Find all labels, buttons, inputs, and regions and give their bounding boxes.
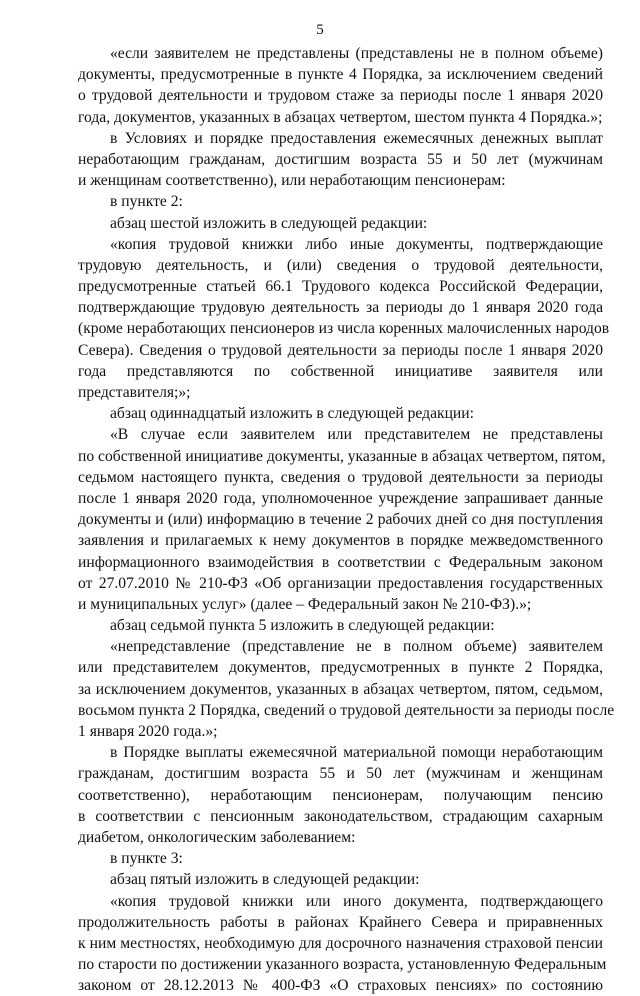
- text-line: по собственной инициативе документы, указанные в абзацах четвертом, пятом,: [78, 446, 603, 467]
- text-line: 1 января 2020 года.»;: [78, 721, 603, 742]
- text-line: Севера). Сведения о трудовой деятельности за периоды после 1 января 2020: [78, 340, 603, 361]
- paragraph: [78, 403, 603, 424]
- text-line: документы, предусмотренные в пункте 4 Порядка, за исключением сведений: [78, 64, 603, 85]
- text-line: «непредставление (представление не в полном объеме) заявителем: [78, 636, 603, 657]
- text-line: в Порядке выплаты ежемесячной материальной помощи неработающим: [78, 742, 603, 763]
- text-line: за исключением документов, указанных в абзацах четвертом, пятом, седьмом,: [78, 679, 603, 700]
- page-number: 5: [0, 22, 640, 39]
- text-line: предусмотренные статьей 66.1 Трудового кодекса Российской Федерации,: [78, 276, 603, 297]
- text-line: или представителем документов, предусмотренных в пункте 2 Порядка,: [78, 657, 603, 678]
- text-line: заявления и прилагаемых к нему документов в порядке межведомственного: [78, 530, 603, 551]
- text-line: в пункте 2:: [78, 191, 603, 212]
- text-line: абзац пятый изложить в следующей редакции:: [78, 869, 603, 890]
- paragraph: [78, 848, 603, 869]
- text-line: в соответствии с пенсионным законодательством, страдающим сахарным: [78, 806, 603, 827]
- text-line: к ним местностях, необходимую для досрочного назначения страховой пенсии: [78, 933, 603, 954]
- text-line: по старости по достижении указанного возраста, установленную Федеральным: [78, 954, 603, 975]
- text-line: соответственно), неработающим пенсионерам, получающим пенсию: [78, 785, 603, 806]
- text-line: документы и (или) информацию в течение 2 рабочих дней со дня поступления: [78, 509, 603, 530]
- text-line: представителя;»;: [78, 382, 603, 403]
- paragraph: [78, 636, 603, 742]
- text-line: и муниципальных услуг» (далее – Федеральный закон № 210-ФЗ).»;: [78, 594, 603, 615]
- text-line: и женщинам соответственно), или неработающим пенсионерам:: [78, 170, 603, 191]
- paragraph: [78, 891, 603, 996]
- text-line: седьмом настоящего пункта, сведения о трудовой деятельности за периоды: [78, 467, 603, 488]
- document-body: [78, 43, 603, 996]
- text-line: гражданам, достигшим возраста 55 и 50 лет (мужчинам и женщинам: [78, 763, 603, 784]
- text-line: «копия трудовой книжки либо иные документы, подтверждающие: [78, 234, 603, 255]
- paragraph: [78, 43, 603, 128]
- paragraph: [78, 615, 603, 636]
- paragraph: [78, 742, 603, 848]
- text-line: подтверждающие трудовую деятельность за периоды до 1 января 2020 года: [78, 297, 603, 318]
- paragraph: [78, 424, 603, 615]
- text-line: абзац седьмой пункта 5 изложить в следующей редакции:: [78, 615, 603, 636]
- text-line: после 1 января 2020 года, уполномоченное учреждение запрашивает данные: [78, 488, 603, 509]
- text-line: абзац шестой изложить в следующей редакции:: [78, 213, 603, 234]
- text-line: в пункте 3:: [78, 848, 603, 869]
- text-line: года, документов, указанных в абзацах четвертом, шестом пункта 4 Порядка.»;: [78, 107, 603, 128]
- text-line: продолжительность работы в районах Крайнего Севера и приравненных: [78, 912, 603, 933]
- text-line: неработающим гражданам, достигшим возраста 55 и 50 лет (мужчинам: [78, 149, 603, 170]
- text-line: трудовую деятельность, и (или) сведения о трудовой деятельности,: [78, 255, 603, 276]
- text-line: года представляются по собственной инициативе заявителя или: [78, 361, 603, 382]
- text-line: диабетом, онкологическим заболеванием:: [78, 827, 603, 848]
- paragraph: [78, 213, 603, 234]
- paragraph: [78, 191, 603, 212]
- paragraph: [78, 869, 603, 890]
- paragraph: [78, 234, 603, 404]
- text-line: «копия трудовой книжки или иного документа, подтверждающего: [78, 891, 603, 912]
- text-line: «В случае если заявителем или представителем не представлены: [78, 424, 603, 445]
- text-line: «если заявителем не представлены (представлены не в полном объеме): [78, 43, 603, 64]
- text-line: законом от 28.12.2013 № 400-ФЗ «О страховых пенсиях» по состоянию: [78, 975, 603, 996]
- text-line: от 27.07.2010 № 210-ФЗ «Об организации предоставления государственных: [78, 573, 603, 594]
- text-line: о трудовой деятельности и трудовом стаже за периоды после 1 января 2020: [78, 85, 603, 106]
- text-line: информационного взаимодействия в соответствии с Федеральным законом: [78, 552, 603, 573]
- text-line: в Условиях и порядке предоставления ежемесячных денежных выплат: [78, 128, 603, 149]
- text-line: восьмом пункта 2 Порядка, сведений о трудовой деятельности за периоды после: [78, 700, 603, 721]
- text-line: абзац одиннадцатый изложить в следующей редакции:: [78, 403, 603, 424]
- paragraph: [78, 128, 603, 192]
- text-line: (кроме неработающих пенсионеров из числа коренных малочисленных народов: [78, 318, 603, 339]
